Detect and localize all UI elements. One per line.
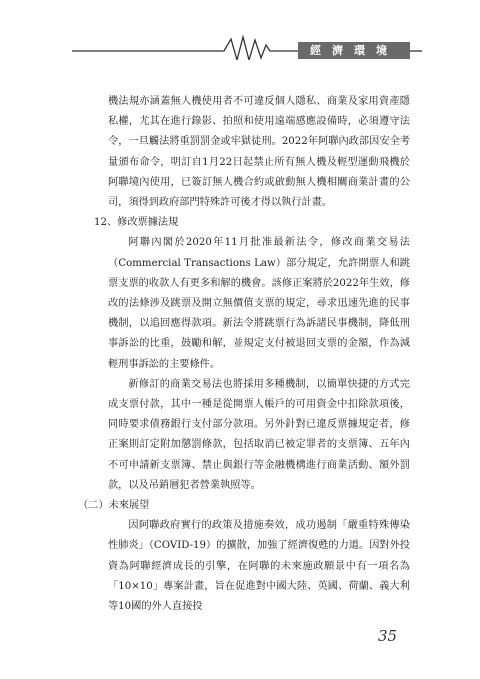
page-body (78, 92, 410, 617)
header-title: 經濟環境 (298, 42, 410, 59)
paragraph-drone-rules: 機法規亦涵蓋無人機使用者不可違反個人隱私、商業及家用資產隱私權，尤其在進行錄影、拍照和使用遠端感應設備時，必須遵守法令，一旦觸法將重罰罰金或牢獄徒刑。2022年阿聯內政部因安全考量頒布命令，明訂自1月22日起禁止所有無人機及輕型運動飛機於阿聯境內使用，已簽訂無人機合約或啟動無人機相關商業計畫的公司，須得到政府部門特殊許可後才得以執行計畫。 (108, 96, 410, 209)
page-number: 35 (378, 627, 398, 645)
paragraph-cheque-law: 阿聯內閣於2020年11月批准最新法令，修改商業交易法（Commercial Transactions Law）部分規定，允許開票人和跳票支票的收款人有更多和解的機會。該修正案將於2022年生效，修改的法條涉及跳票及開立無價值支票的規定，尋求迅速先進的民事機制，以追回應得款項。新法令將跳票行為訴諸民事機制，降低刑事訴訟的比重，鼓勵和解，並規定支付被退回支票的金額，作為減輕刑事訴訟的主要條件。 (108, 237, 410, 370)
page-header (0, 0, 480, 60)
section-outlook-title: （二）未來展望 (78, 500, 150, 512)
item-12-title: 12、修改票據法規 (94, 217, 179, 229)
paragraph-cheque-mechanisms: 新修訂的商業交易法也將採用多種機制，以簡單快捷的方式完成支票付款，其中一種是從開票人帳戶的可用資金中扣除款項後，同時要求債務銀行支付部分款項。另外針對已違反票據規定者，修正案則訂定附加懲罰條款，包括取消已被定罪者的支票簿、五年內不可申請新支票簿、禁止與銀行等金融機構進行商業活動、額外罰款，以及吊銷層犯者營業執照等。 (108, 378, 410, 491)
paragraph-outlook: 因阿聯政府實行的政策及措施奏效，成功遏制「嚴重特殊傳染性肺炎」（COVID-19）的擴散，加強了經濟復甦的力道。因對外投資為阿聯經濟成長的引擎，在阿聯的未來施政願景中有一項名為「10×10」專案計畫，旨在促進對中國大陸、英國、荷蘭、義大利等10國的外人直接投 (108, 520, 410, 613)
